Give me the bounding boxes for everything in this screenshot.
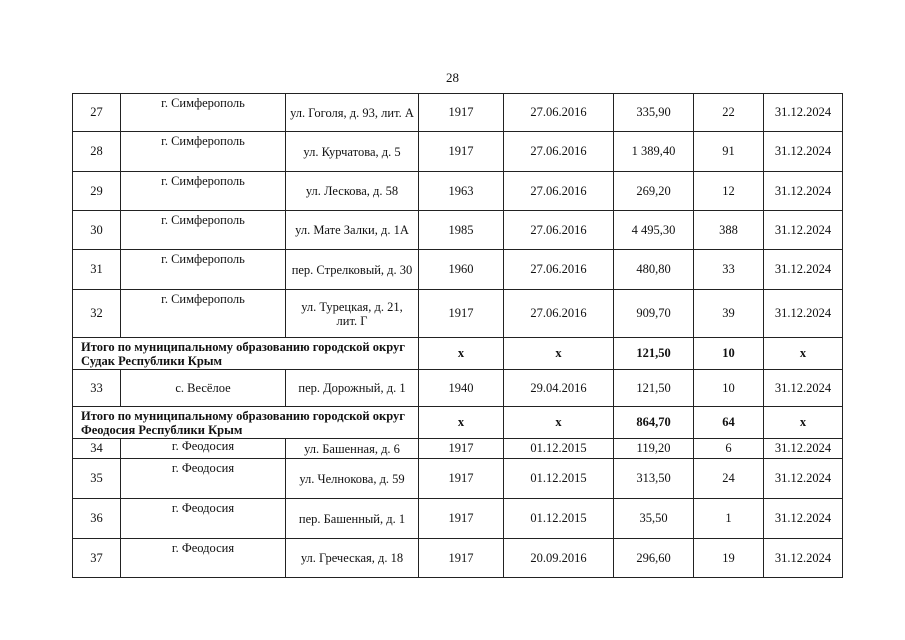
settlement-cell: с. Весёлое — [121, 370, 286, 407]
year-cell: 1963 — [419, 172, 504, 211]
table-row — [73, 539, 843, 578]
settlement-cell: г. Симферополь — [121, 250, 286, 290]
row-number: 36 — [73, 499, 121, 539]
deadline-cell: 31.12.2024 — [764, 132, 843, 172]
address-cell: пер. Дорожный, д. 1 — [286, 370, 419, 407]
table-row — [73, 211, 843, 250]
area-cell: 335,90 — [614, 94, 694, 132]
address-cell: ул. Турецкая, д. 21, лит. Г — [286, 290, 419, 338]
deadline-cell: 31.12.2024 — [764, 250, 843, 290]
subtotal-row-feodosia — [73, 407, 843, 439]
residents-total-cell: 64 — [694, 407, 764, 439]
date-cell: 01.12.2015 — [504, 439, 614, 459]
residents-cell: 22 — [694, 94, 764, 132]
address-cell: пер. Стрелковый, д. 30 — [286, 250, 419, 290]
residents-total-cell: 10 — [694, 338, 764, 370]
subtotal-label: Итого по муниципальному образованию городской округ Судак Республики Крым — [73, 338, 419, 370]
deadline-cell: 31.12.2024 — [764, 94, 843, 132]
table-row — [73, 132, 843, 172]
row-number: 35 — [73, 459, 121, 499]
date-cell: 27.06.2016 — [504, 211, 614, 250]
deadline-cell: 31.12.2024 — [764, 172, 843, 211]
date-cell: 27.06.2016 — [504, 250, 614, 290]
deadline-cell: 31.12.2024 — [764, 290, 843, 338]
address-cell: ул. Лескова, д. 58 — [286, 172, 419, 211]
area-cell: 269,20 — [614, 172, 694, 211]
settlement-cell: г. Симферополь — [121, 211, 286, 250]
table-row — [73, 94, 843, 132]
row-number: 29 — [73, 172, 121, 211]
address-cell: ул. Мате Залки, д. 1А — [286, 211, 419, 250]
row-number: 31 — [73, 250, 121, 290]
address-cell: ул. Курчатова, д. 5 — [286, 132, 419, 172]
table-row — [73, 370, 843, 407]
subtotal-label: Итого по муниципальному образованию городской округ Феодосия Республики Крым — [73, 407, 419, 439]
area-cell: 296,60 — [614, 539, 694, 578]
area-cell: 1 389,40 — [614, 132, 694, 172]
date-cell: 01.12.2015 — [504, 499, 614, 539]
settlement-cell: г. Симферополь — [121, 94, 286, 132]
residents-cell: 1 — [694, 499, 764, 539]
year-cell: 1917 — [419, 539, 504, 578]
year-cell: 1917 — [419, 459, 504, 499]
table-row — [73, 290, 843, 338]
address-cell: ул. Челнокова, д. 59 — [286, 459, 419, 499]
area-cell: 480,80 — [614, 250, 694, 290]
settlement-cell: г. Феодосия — [121, 459, 286, 499]
area-cell: 909,70 — [614, 290, 694, 338]
year-cell: 1960 — [419, 250, 504, 290]
residents-cell: 39 — [694, 290, 764, 338]
table-row — [73, 439, 843, 459]
row-number: 32 — [73, 290, 121, 338]
year-cell: 1940 — [419, 370, 504, 407]
date-cell: 27.06.2016 — [504, 172, 614, 211]
area-cell: 4 495,30 — [614, 211, 694, 250]
subtotal-row-sudak — [73, 338, 843, 370]
area-cell: 121,50 — [614, 370, 694, 407]
deadline-cell: 31.12.2024 — [764, 370, 843, 407]
residents-cell: 19 — [694, 539, 764, 578]
address-cell: ул. Греческая, д. 18 — [286, 539, 419, 578]
residents-cell: 24 — [694, 459, 764, 499]
year-cell: х — [419, 407, 504, 439]
residents-cell: 6 — [694, 439, 764, 459]
deadline-cell: 31.12.2024 — [764, 211, 843, 250]
year-cell: 1917 — [419, 132, 504, 172]
row-number: 30 — [73, 211, 121, 250]
date-cell: 27.06.2016 — [504, 132, 614, 172]
deadline-cell: 31.12.2024 — [764, 459, 843, 499]
deadline-cell: х — [764, 338, 843, 370]
table-row — [73, 172, 843, 211]
year-cell: 1917 — [419, 94, 504, 132]
residents-cell: 10 — [694, 370, 764, 407]
settlement-cell: г. Феодосия — [121, 499, 286, 539]
area-cell: 119,20 — [614, 439, 694, 459]
year-cell: 1985 — [419, 211, 504, 250]
year-cell: х — [419, 338, 504, 370]
year-cell: 1917 — [419, 499, 504, 539]
residents-cell: 33 — [694, 250, 764, 290]
area-total-cell: 864,70 — [614, 407, 694, 439]
year-cell: 1917 — [419, 439, 504, 459]
table-row — [73, 250, 843, 290]
area-cell: 313,50 — [614, 459, 694, 499]
settlement-cell: г. Феодосия — [121, 439, 286, 459]
settlement-cell: г. Симферополь — [121, 290, 286, 338]
date-cell: 29.04.2016 — [504, 370, 614, 407]
settlement-cell: г. Симферополь — [121, 132, 286, 172]
deadline-cell: х — [764, 407, 843, 439]
settlement-cell: г. Симферополь — [121, 172, 286, 211]
address-cell: ул. Гоголя, д. 93, лит. А — [286, 94, 419, 132]
row-number: 34 — [73, 439, 121, 459]
date-cell: 20.09.2016 — [504, 539, 614, 578]
residents-cell: 91 — [694, 132, 764, 172]
deadline-cell: 31.12.2024 — [764, 499, 843, 539]
deadline-cell: 31.12.2024 — [764, 539, 843, 578]
row-number: 37 — [73, 539, 121, 578]
date-cell: х — [504, 407, 614, 439]
year-cell: 1917 — [419, 290, 504, 338]
housing-registry-table — [72, 93, 843, 578]
date-cell: 27.06.2016 — [504, 290, 614, 338]
residents-cell: 388 — [694, 211, 764, 250]
table-row — [73, 459, 843, 499]
date-cell: 27.06.2016 — [504, 94, 614, 132]
area-total-cell: 121,50 — [614, 338, 694, 370]
row-number: 28 — [73, 132, 121, 172]
area-cell: 35,50 — [614, 499, 694, 539]
row-number: 27 — [73, 94, 121, 132]
deadline-cell: 31.12.2024 — [764, 439, 843, 459]
page-number: 28 — [446, 70, 459, 85]
row-number: 33 — [73, 370, 121, 407]
address-cell: пер. Башенный, д. 1 — [286, 499, 419, 539]
residents-cell: 12 — [694, 172, 764, 211]
date-cell: 01.12.2015 — [504, 459, 614, 499]
date-cell: х — [504, 338, 614, 370]
address-cell: ул. Башенная, д. 6 — [286, 439, 419, 459]
table-row — [73, 499, 843, 539]
settlement-cell: г. Феодосия — [121, 539, 286, 578]
